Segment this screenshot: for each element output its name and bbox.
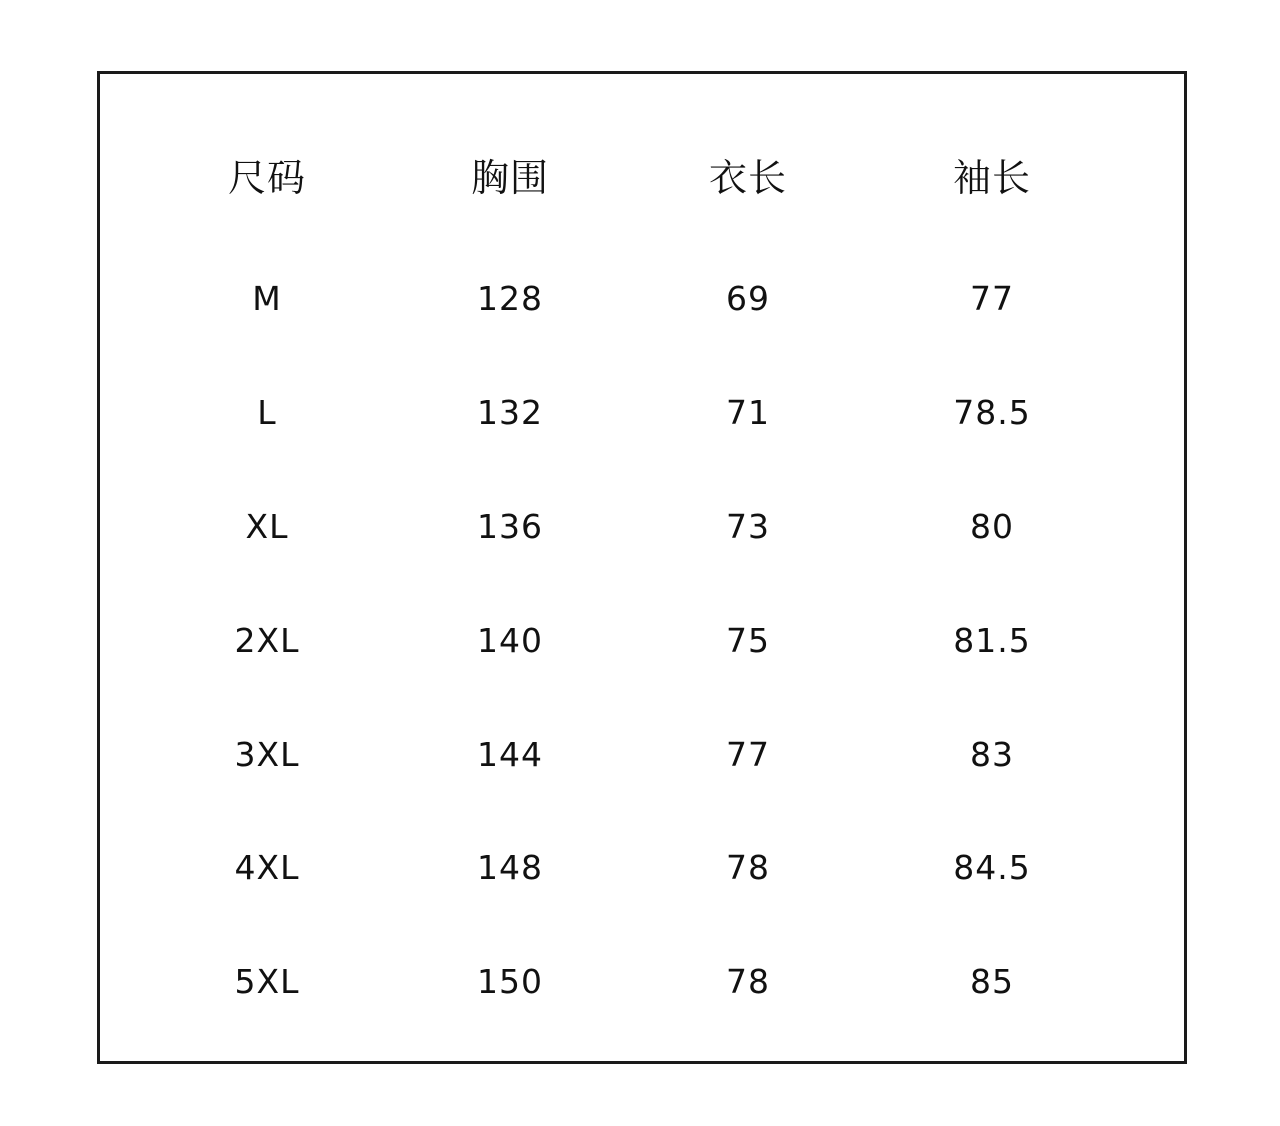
cell-size: 3XL xyxy=(234,735,300,774)
cell-length: 78 xyxy=(726,962,770,1001)
cell-chest: 148 xyxy=(477,848,543,887)
cell-chest: 132 xyxy=(477,393,543,432)
table-row xyxy=(100,952,1184,1012)
cell-length: 77 xyxy=(726,735,770,774)
cell-sleeve: 81.5 xyxy=(953,621,1031,660)
cell-sleeve: 84.5 xyxy=(953,848,1031,887)
cell-chest: 128 xyxy=(477,279,543,318)
cell-size: M xyxy=(252,279,282,318)
cell-sleeve: 78.5 xyxy=(953,393,1031,432)
size-chart-frame xyxy=(97,71,1187,1064)
cell-length: 73 xyxy=(726,507,770,546)
table-row xyxy=(100,269,1184,329)
cell-size: 2XL xyxy=(234,621,300,660)
table-header-row xyxy=(100,148,1184,208)
header-size: 尺码 xyxy=(227,156,306,200)
table-row xyxy=(100,497,1184,557)
cell-size: L xyxy=(257,393,277,432)
cell-length: 71 xyxy=(726,393,770,432)
cell-size: 5XL xyxy=(234,962,300,1001)
cell-length: 75 xyxy=(726,621,770,660)
cell-chest: 136 xyxy=(477,507,543,546)
table-row xyxy=(100,383,1184,443)
table-row xyxy=(100,725,1184,785)
cell-chest: 144 xyxy=(477,735,543,774)
cell-chest: 150 xyxy=(477,962,543,1001)
header-chest: 胸围 xyxy=(470,156,549,200)
table-row xyxy=(100,611,1184,671)
header-sleeve: 袖长 xyxy=(952,156,1031,200)
cell-length: 69 xyxy=(726,279,770,318)
header-length: 衣长 xyxy=(708,156,787,200)
cell-sleeve: 83 xyxy=(970,735,1014,774)
cell-sleeve: 77 xyxy=(970,279,1014,318)
cell-size: 4XL xyxy=(234,848,300,887)
table-row xyxy=(100,838,1184,898)
cell-chest: 140 xyxy=(477,621,543,660)
cell-length: 78 xyxy=(726,848,770,887)
cell-sleeve: 80 xyxy=(970,507,1014,546)
cell-size: XL xyxy=(245,507,289,546)
cell-sleeve: 85 xyxy=(970,962,1014,1001)
size-table xyxy=(100,74,1184,1061)
